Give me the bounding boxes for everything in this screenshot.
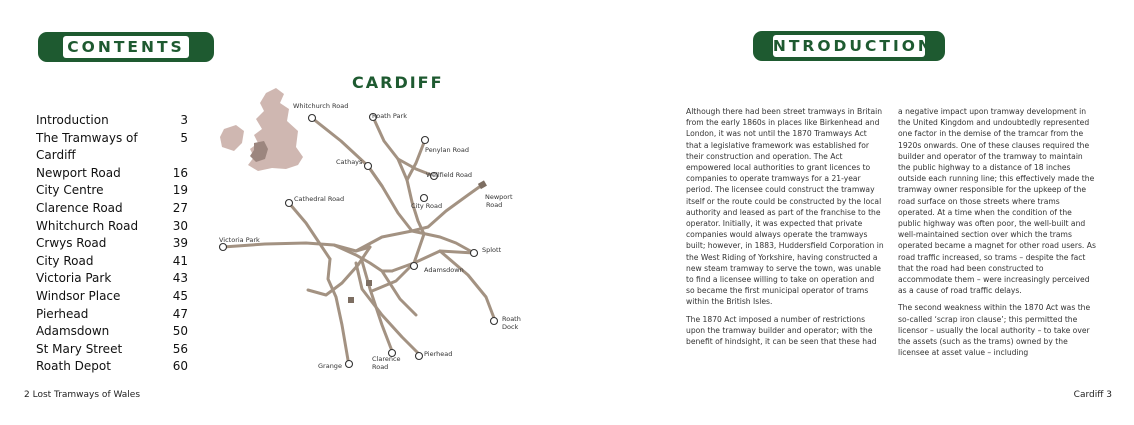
toc-title: City Centre <box>36 183 104 198</box>
label-adamsdown: Adamsdown <box>424 266 464 274</box>
route-roath-park <box>373 117 407 180</box>
route-whitchurch <box>312 118 382 186</box>
label-roath-dock-line1: Roath <box>502 315 521 323</box>
route-grange <box>328 259 348 360</box>
route-cathedral <box>289 203 330 259</box>
toc-item[interactable] <box>36 200 188 218</box>
label-newport-road-line2: Road <box>486 201 503 209</box>
label-clarence-road-line2: Road <box>372 363 389 371</box>
toc-page: 27 <box>172 200 188 215</box>
toc-page: 5 <box>180 130 188 145</box>
label-splott: Splott <box>482 246 502 254</box>
toc-title: Whitchurch Road <box>36 218 139 233</box>
toc-item[interactable] <box>36 341 188 359</box>
toc-item[interactable] <box>36 235 188 253</box>
toc-title: Newport Road <box>36 165 121 180</box>
route-roath-dock <box>440 251 494 318</box>
tramway-map <box>210 85 521 385</box>
toc-page: 30 <box>172 218 188 233</box>
stop-victoria-park[interactable] <box>220 244 227 251</box>
toc-title: Clarence Road <box>36 200 123 215</box>
label-whitchurch-road: Whitchurch Road <box>293 102 349 110</box>
stop-city-road[interactable] <box>421 195 428 202</box>
stop-cathedral-road[interactable] <box>286 200 293 207</box>
toc-item[interactable] <box>36 253 188 271</box>
toc-page: 47 <box>172 306 188 321</box>
toc-page: 16 <box>172 165 188 180</box>
stop-cathays[interactable] <box>365 163 372 170</box>
toc-page: 19 <box>172 183 188 198</box>
toc-title: Crwys Road <box>36 236 107 251</box>
intro-column-2 <box>898 106 1096 364</box>
toc-item[interactable] <box>36 130 188 165</box>
toc-item[interactable] <box>36 288 188 306</box>
toc-page: 56 <box>172 341 188 356</box>
toc-title: Adamsdown <box>36 324 110 339</box>
label-penylan-road: Penylan Road <box>425 146 469 154</box>
ireland-inset-shape <box>220 125 244 151</box>
stop-adamsdown[interactable] <box>411 263 418 270</box>
intro-column-1 <box>686 106 884 353</box>
label-grange: Grange <box>318 362 342 370</box>
label-roath-dock-line2: Dock <box>502 323 519 331</box>
toc-item[interactable] <box>36 218 188 236</box>
intro-paragraph: The second weakness within the 1870 Act was the so-called ‘scrap iron clause’; this permitted the licensor – usually the local authority – to take over the assets (such as the trams) owned by the licensee at asset value – including <box>898 303 1091 358</box>
toc-page: 41 <box>172 253 188 268</box>
toc-page: 3 <box>180 113 188 127</box>
page-footer-left: 2 Lost Tramways of Wales <box>24 390 141 400</box>
toc-page: 50 <box>172 324 188 339</box>
label-wellfield-road: Wellfield Road <box>426 171 473 179</box>
intro-paragraph: a negative impact upon tramway development in the United Kingdom and undoubtedly represented one factor in the demise of the tramcar from the 1920s onwards. One of these clauses required the builder and operator of the tramway to maintain the public highway to a distance of 18 inches outside each running line; this effectively made the tramway owner responsible for the upkeep of the road surface on those streets where trams operated. At a time when the condition of the public highway was often poor, the well-built and well-maintained section over which the trams operated became a magnet for other road users. As road traffic increased, so trams – despite the fact that the road had been constructed to accommodate them – were increasingly perceived as a cause of road traffic delays. <box>898 107 1096 296</box>
label-victoria-park: Victoria Park <box>219 236 260 244</box>
contents-banner <box>38 32 214 62</box>
label-city-road: City Road <box>411 202 443 210</box>
introduction-banner <box>753 31 945 61</box>
stop-pierhead[interactable] <box>416 353 423 360</box>
map-title: CARDIFF <box>352 73 444 92</box>
toc-page: 60 <box>172 359 188 374</box>
introduction-heading: INTRODUCTION <box>764 37 934 55</box>
toc-item[interactable] <box>36 112 188 130</box>
toc-title: Pierhead <box>36 306 89 321</box>
label-clarence-road-line1: Clarence <box>372 355 401 363</box>
route-clarence <box>362 261 392 351</box>
contents-list <box>36 112 188 376</box>
toc-item[interactable] <box>36 182 188 200</box>
toc-title: Introduction <box>36 113 109 127</box>
toc-page: 45 <box>172 288 188 303</box>
toc-item[interactable] <box>36 358 188 376</box>
label-newport-road-line1: Newport <box>485 193 513 201</box>
contents-heading: CONTENTS <box>63 36 189 58</box>
toc-item[interactable] <box>36 165 188 183</box>
route-centre <box>356 231 474 253</box>
stop-grange[interactable] <box>346 361 353 368</box>
label-cathays: Cathays <box>336 158 363 166</box>
label-cathedral-road: Cathedral Road <box>294 195 345 203</box>
label-roath-park: Roath Park <box>372 112 407 120</box>
toc-title: Victoria Park <box>36 271 112 286</box>
toc-item[interactable] <box>36 270 188 288</box>
label-pierhead: Pierhead <box>424 350 453 358</box>
route-penylan <box>407 140 425 180</box>
toc-page: 39 <box>172 236 188 251</box>
toc-item[interactable] <box>36 323 188 341</box>
toc-page: 43 <box>172 271 188 286</box>
toc-title: The Tramways of Cardiff <box>36 130 138 163</box>
stop-penylan-road[interactable] <box>422 137 429 144</box>
toc-title: Roath Depot <box>36 359 111 374</box>
page-footer-right: Cardiff 3 <box>1073 390 1112 400</box>
toc-item[interactable] <box>36 306 188 324</box>
toc-title: St Mary Street <box>36 341 123 356</box>
intro-paragraph: Although there had been street tramways in Britain from the early 1860s in places like Birkenhead and London, it was not until the 1870 Tramways Act that a legislative framework was established for their construction and operation. The Act empowered local authorities to grant licences to companies to operate tramways for a 21-year period. The licensee could construct the tramway itself or the route could be constructed by the local authority and leased as part of the franchise to the operator. Initially, it was expected that private companies would always operate the tramways built; however, in 1883, Huddersfield Corporation in the West Riding of Yorkshire, having constructed a new steam tramway to serve the town, was unable to find a licensee willing to take on operation and so became the first municipal operator of trams within the British Isles. <box>686 107 884 307</box>
toc-title: Windsor Place <box>36 288 121 303</box>
stop-splott[interactable] <box>471 250 478 257</box>
depot-marker <box>348 297 354 303</box>
depot-marker <box>366 280 372 286</box>
stop-roath-dock[interactable] <box>491 318 498 325</box>
intro-paragraph: The 1870 Act imposed a number of restrictions upon the tramway builder and operator; with the benefit of hindsight, it can be seen that these had <box>686 314 877 347</box>
stop-whitchurch-road[interactable] <box>309 115 316 122</box>
toc-title: City Road <box>36 253 94 268</box>
